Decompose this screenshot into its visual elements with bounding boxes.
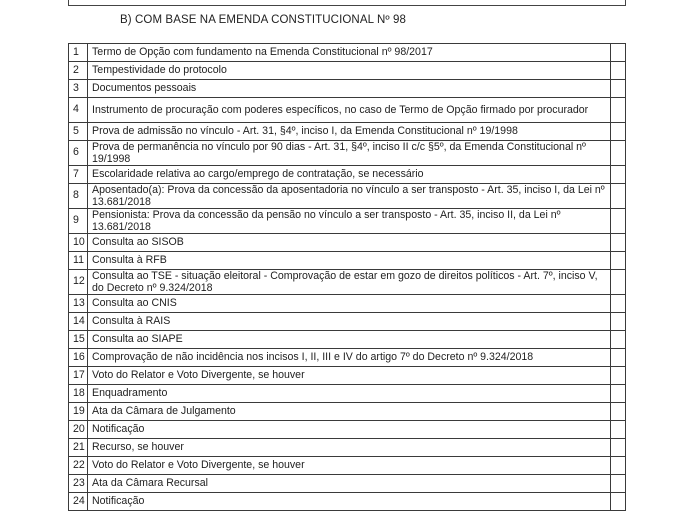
check-cell[interactable]	[611, 270, 626, 295]
check-cell[interactable]	[611, 80, 626, 98]
check-cell[interactable]	[611, 123, 626, 141]
table-row	[69, 367, 626, 385]
table-row	[69, 98, 626, 123]
table-row	[69, 295, 626, 313]
item-number: 24	[69, 493, 88, 511]
item-description: Enquadramento	[88, 385, 611, 403]
item-description: Comprovação de não incidência nos incisos I, II, III e IV do artigo 7º do Decreto nº 9.324/2018	[88, 349, 611, 367]
table-row	[69, 385, 626, 403]
check-cell[interactable]	[611, 252, 626, 270]
item-description: Documentos pessoais	[88, 80, 611, 98]
item-description: Consulta ao CNIS	[88, 295, 611, 313]
item-description: Prova de permanência no vínculo por 90 dias - Art. 31, §4º, inciso II c/c §5º, da Emenda Constitucional nº 19/1998	[88, 141, 611, 166]
item-number: 19	[69, 403, 88, 421]
previous-table-bottom	[68, 0, 626, 6]
item-description: Instrumento de procuração com poderes específicos, no caso de Termo de Opção firmado por procurador	[88, 98, 611, 123]
item-description: Voto do Relator e Voto Divergente, se houver	[88, 457, 611, 475]
item-number: 12	[69, 270, 88, 295]
table-row	[69, 80, 626, 98]
table-row	[69, 62, 626, 80]
table-row	[69, 252, 626, 270]
item-description: Voto do Relator e Voto Divergente, se houver	[88, 367, 611, 385]
item-number: 1	[69, 44, 88, 62]
check-cell[interactable]	[611, 98, 626, 123]
item-description: Notificação	[88, 421, 611, 439]
item-description: Consulta à RFB	[88, 252, 611, 270]
item-number: 9	[69, 209, 88, 234]
item-number: 20	[69, 421, 88, 439]
table-row	[69, 44, 626, 62]
item-number: 5	[69, 123, 88, 141]
check-cell[interactable]	[611, 331, 626, 349]
table-row	[69, 123, 626, 141]
item-description: Notificação	[88, 493, 611, 511]
table-row	[69, 270, 626, 295]
check-cell[interactable]	[611, 44, 626, 62]
item-number: 3	[69, 80, 88, 98]
table-row	[69, 403, 626, 421]
item-description: Ata da Câmara de Julgamento	[88, 403, 611, 421]
item-number: 15	[69, 331, 88, 349]
check-cell[interactable]	[611, 184, 626, 209]
item-description: Consulta ao TSE - situação eleitoral - Comprovação de estar em gozo de direitos políticos - Art. 7º, inciso V, do Decreto nº 9.324/2018	[88, 270, 611, 295]
check-cell[interactable]	[611, 439, 626, 457]
table-row	[69, 439, 626, 457]
item-number: 11	[69, 252, 88, 270]
item-number: 7	[69, 166, 88, 184]
check-cell[interactable]	[611, 385, 626, 403]
item-number: 23	[69, 475, 88, 493]
table-row	[69, 457, 626, 475]
item-description: Prova de admissão no vínculo - Art. 31, §4º, inciso I, da Emenda Constitucional nº 19/1998	[88, 123, 611, 141]
item-description: Recurso, se houver	[88, 439, 611, 457]
item-description: Escolaridade relativa ao cargo/emprego de contratação, se necessário	[88, 166, 611, 184]
item-description: Termo de Opção com fundamento na Emenda Constitucional nº 98/2017	[88, 44, 611, 62]
check-cell[interactable]	[611, 313, 626, 331]
item-number: 21	[69, 439, 88, 457]
check-cell[interactable]	[611, 403, 626, 421]
table-row	[69, 475, 626, 493]
section-title: B) COM BASE NA EMENDA CONSTITUCIONAL Nº 98	[120, 14, 406, 26]
item-number: 14	[69, 313, 88, 331]
check-cell[interactable]	[611, 349, 626, 367]
check-cell[interactable]	[611, 209, 626, 234]
item-description: Consulta ao SIAPE	[88, 331, 611, 349]
item-number: 2	[69, 62, 88, 80]
item-number: 18	[69, 385, 88, 403]
item-number: 17	[69, 367, 88, 385]
check-cell[interactable]	[611, 493, 626, 511]
check-cell[interactable]	[611, 62, 626, 80]
item-description: Consulta à RAIS	[88, 313, 611, 331]
check-cell[interactable]	[611, 234, 626, 252]
checklist-table	[68, 43, 626, 511]
item-description: Tempestividade do protocolo	[88, 62, 611, 80]
check-cell[interactable]	[611, 166, 626, 184]
check-cell[interactable]	[611, 421, 626, 439]
item-number: 13	[69, 295, 88, 313]
table-row	[69, 234, 626, 252]
item-description: Consulta ao SISOB	[88, 234, 611, 252]
item-number: 6	[69, 141, 88, 166]
item-number: 8	[69, 184, 88, 209]
item-number: 4	[69, 98, 88, 123]
check-cell[interactable]	[611, 475, 626, 493]
table-row	[69, 184, 626, 209]
item-number: 10	[69, 234, 88, 252]
table-row	[69, 313, 626, 331]
check-cell[interactable]	[611, 367, 626, 385]
table-row	[69, 493, 626, 511]
table-row	[69, 421, 626, 439]
table-row	[69, 166, 626, 184]
check-cell[interactable]	[611, 457, 626, 475]
table-row	[69, 209, 626, 234]
item-description: Pensionista: Prova da concessão da pensão no vínculo a ser transposto - Art. 35, inciso II, da Lei nº 13.681/2018	[88, 209, 611, 234]
item-description: Ata da Câmara Recursal	[88, 475, 611, 493]
table-row	[69, 141, 626, 166]
table-row	[69, 349, 626, 367]
item-number: 22	[69, 457, 88, 475]
check-cell[interactable]	[611, 141, 626, 166]
check-cell[interactable]	[611, 295, 626, 313]
table-row	[69, 331, 626, 349]
item-number: 16	[69, 349, 88, 367]
item-description: Aposentado(a): Prova da concessão da aposentadoria no vínculo a ser transposto - Art. 35, inciso I, da Lei nº 13.681/2018	[88, 184, 611, 209]
